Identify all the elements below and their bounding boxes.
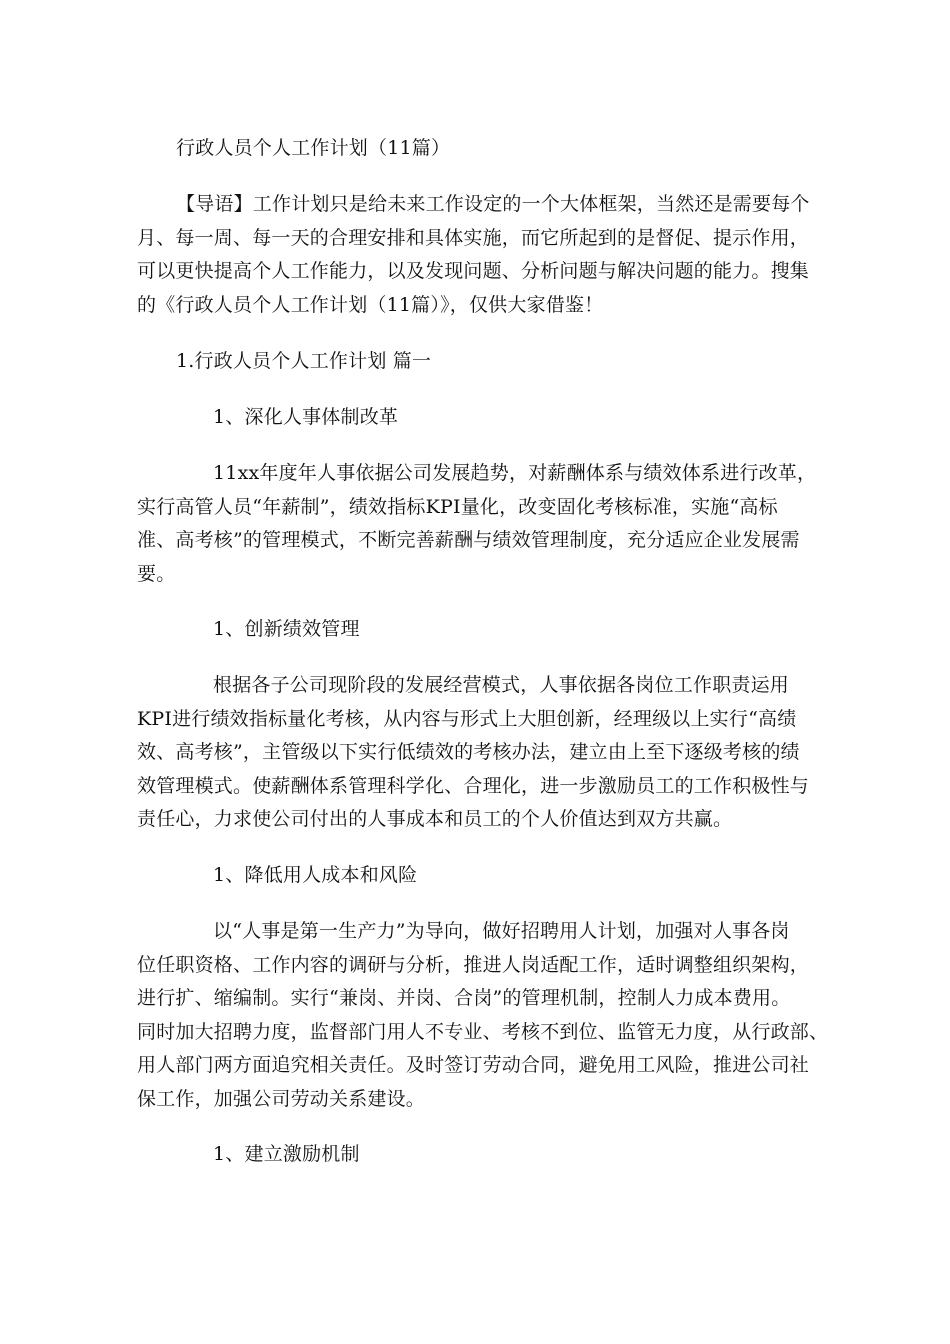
- subsection-heading: 1、建立激励机制: [213, 1143, 360, 1165]
- paragraph-line: 位任职资格、工作内容的调研与分析，推进人岗适配工作，适时调整组织架构，: [137, 954, 810, 976]
- section-heading: 1.行政人员个人工作计划 篇一: [176, 350, 432, 372]
- paragraph-line: 用人部门两方面追究相关责任。及时签订劳动合同，避免用工风险，推进公司社: [137, 1054, 810, 1076]
- paragraph-line: 实行高管人员“年薪制”，绩效指标KPI量化，改变固化考核标准，实施“高标: [137, 496, 778, 518]
- paragraph-line: 以“人事是第一生产力”为导向，做好招聘用人计划，加强对人事各岗: [213, 920, 790, 942]
- paragraph-line: KPI进行绩效指标量化考核，从内容与形式上大胆创新，经理级以上实行“高绩: [137, 708, 797, 730]
- paragraph-line: 进行扩、缩编制。实行“兼岗、并岗、合岗”的管理机制，控制人力成本费用。: [137, 987, 791, 1009]
- subsection-heading: 1、降低用人成本和风险: [213, 864, 418, 886]
- document-title: 行政人员个人工作计划（11篇）: [176, 137, 451, 159]
- paragraph-line: 同时加大招聘力度，监督部门用人不专业、考核不到位、监管无力度，从行政部、: [137, 1021, 829, 1043]
- paragraph-line: 11xx年度年人事依据公司发展趋势，对薪酬体系与绩效体系进行改革，: [213, 462, 817, 484]
- paragraph-line: 准、高考核”的管理模式，不断完善薪酬与绩效管理制度，充分适应企业发展需: [137, 529, 800, 551]
- paragraph-line: 根据各子公司现阶段的发展经营模式，人事依据各岗位工作职责运用: [213, 674, 790, 696]
- intro-line: 月、每一周、每一天的合理安排和具体实施，而它所起到的是督促、提示作用，: [137, 227, 810, 249]
- paragraph-line: 要。: [137, 563, 176, 585]
- paragraph-line: 责任心，力求使公司付出的人事成本和员工的个人价值达到双方共赢。: [137, 808, 733, 830]
- intro-line: 【导语】工作计划只是给未来工作设定的一个大体框架，当然还是需要每个: [176, 193, 810, 215]
- paragraph-line: 效、高考核”，主管级以下实行低绩效的考核办法，建立由上至下逐级考核的绩: [137, 741, 800, 763]
- paragraph-line: 效管理模式。使薪酬体系管理科学化、合理化，进一步激励员工的工作积极性与: [137, 775, 810, 797]
- intro-line: 可以更快提高个人工作能力，以及发现问题、分析问题与解决问题的能力。搜集: [137, 260, 810, 282]
- intro-line: 的《行政人员个人工作计划（11篇）》，仅供大家借鉴！: [137, 294, 604, 316]
- paragraph-line: 保工作，加强公司劳动关系建设。: [137, 1088, 426, 1110]
- subsection-heading: 1、深化人事体制改革: [213, 406, 399, 428]
- subsection-heading: 1、创新绩效管理: [213, 618, 360, 640]
